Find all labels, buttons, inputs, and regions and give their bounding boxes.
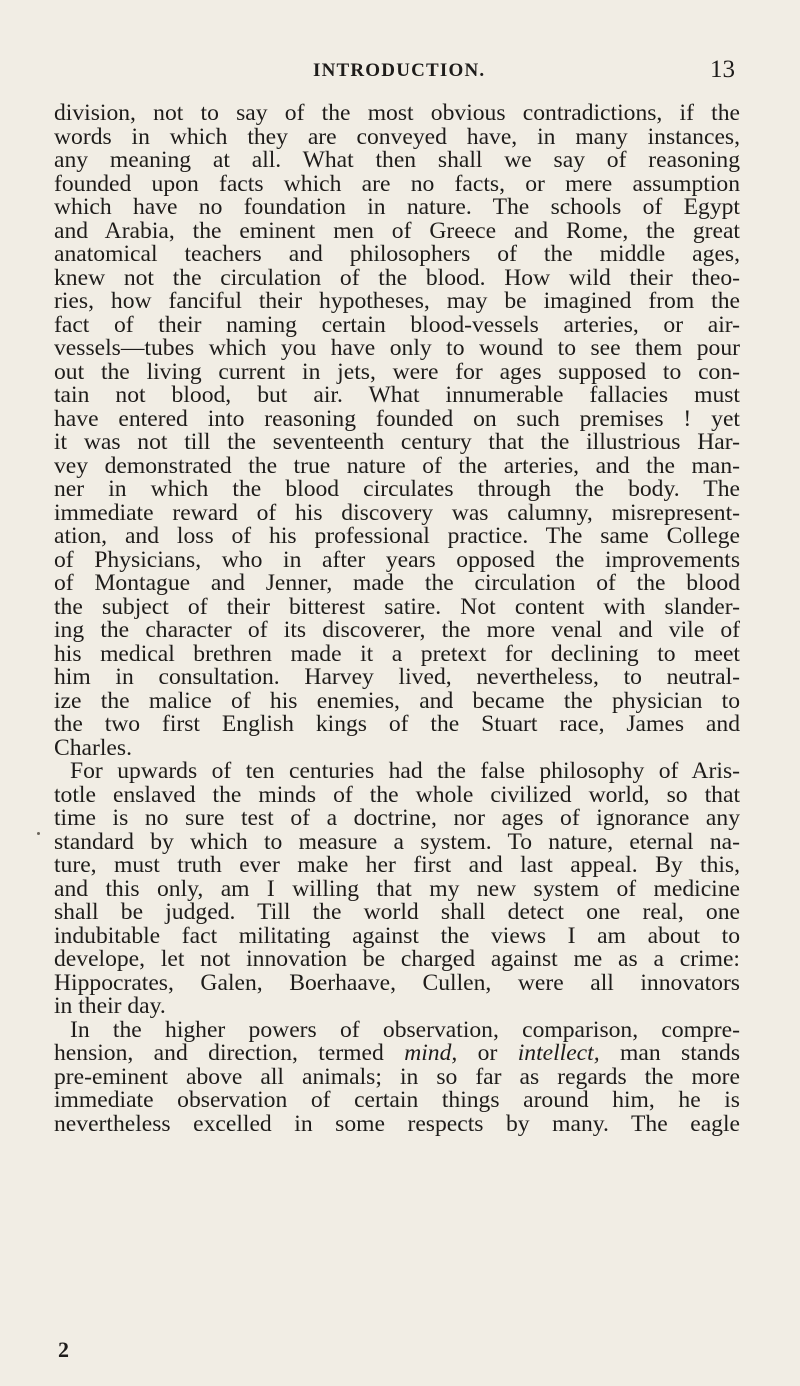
text-line: the subject of their bitterest satire. Not content with slander- [54, 593, 740, 620]
text-line: shall be judged. Till the world shall detect one real, one [54, 899, 740, 925]
text-line: develope, let not innovation be charged against me as a crime: [54, 946, 740, 972]
text-line: ture, must truth ever make her first and last appeal. By this, [54, 852, 740, 878]
text-line: knew not the circulation of the blood. How wild their theo- [54, 264, 740, 291]
body-text [54, 102, 740, 1136]
italic-term: intellect, [517, 1040, 600, 1066]
text-line: ation, and loss of his professional practice. The same College [54, 523, 740, 549]
text-line: vey demonstrated the true nature of the arteries, and the man- [54, 452, 740, 479]
page-number: 13 [710, 56, 735, 83]
text-line: pre-eminent above all animals; in so far as regards the more [54, 1063, 740, 1090]
text-line: division, not to say of the most obvious contradictions, if the [54, 100, 740, 126]
text-line: Charles. [54, 734, 132, 761]
text-line: totle enslaved the minds of the whole civilized world, so that [54, 781, 740, 808]
text-line: fact of their naming certain blood-vessels arteries, or air- [54, 311, 740, 338]
text-line: For upwards of ten centuries had the false philosophy of Aris- [70, 758, 740, 784]
text-segment: hension, and direction, termed [54, 1040, 405, 1066]
text-line: indubitable fact militating against the views I am about to [54, 922, 740, 949]
text-line: anatomical teachers and philosophers of the middle ages, [54, 241, 740, 267]
text-line: ize the malice of his enemies, and became the physician to [54, 687, 740, 714]
text-line: founded upon facts which are no facts, or mere assumption [54, 170, 740, 197]
text-line: which have no foundation in nature. The schools of Egypt [54, 194, 740, 220]
text-segment: man stands [599, 1040, 740, 1066]
text-line [54, 1042, 740, 1066]
text-line: time is no sure test of a doctrine, nor ages of ignorance any [54, 805, 740, 831]
signature-mark: 2 [58, 1337, 69, 1362]
text-line: the two first English kings of the Stuart race, James and [54, 711, 740, 737]
text-line: out the living current in jets, were for ages supposed to con- [54, 358, 740, 385]
text-line: him in consultation. Harvey lived, nevertheless, to neutral- [54, 664, 740, 690]
text-line: and this only, am I willing that my new system of medicine [54, 875, 740, 902]
text-line: ries, how fanciful their hypotheses, may be imagined from the [54, 288, 740, 314]
text-line: and Arabia, the eminent men of Greece and Rome, the great [54, 217, 740, 244]
running-head [0, 56, 800, 88]
text-line: nevertheless excelled in some respects by many. The eagle [54, 1110, 740, 1137]
text-line: it was not till the seventeenth century that the illustrious Har- [54, 429, 740, 455]
text-line: immediate reward of his discovery was calumny, misrepresent- [54, 499, 740, 526]
text-line: Hippocrates, Galen, Boerhaave, Cullen, were all innovators [54, 969, 740, 996]
text-line: any meaning at all. What then shall we say of reasoning [54, 147, 740, 173]
text-line: in their day. [54, 993, 166, 1019]
text-segment: or [457, 1040, 518, 1066]
text-line: In the higher powers of observation, comparison, compre- [70, 1016, 740, 1043]
text-line: of Physicians, who in after years opposed the improvements [54, 546, 740, 573]
margin-mark [37, 832, 40, 835]
text-line: ner in which the blood circulates through the body. The [54, 476, 740, 502]
text-line: standard by which to measure a system. To nature, eternal na- [54, 828, 740, 855]
text-line: immediate observation of certain things around him, he is [54, 1087, 740, 1113]
text-line: of Montague and Jenner, made the circulation of the blood [54, 570, 740, 596]
text-line: tain not blood, but air. What innumerable fallacies must [54, 382, 740, 408]
text-line: have entered into reasoning founded on such premises ! yet [54, 405, 740, 432]
text-line: his medical brethren made it a pretext for declining to meet [54, 640, 740, 667]
text-line: vessels—tubes which you have only to wound to see them pour [54, 335, 740, 361]
text-line: ing the character of its discoverer, the more venal and vile of [54, 617, 740, 643]
text-line: words in which they are conveyed have, in many instances, [54, 123, 740, 150]
italic-term: mind, [404, 1040, 458, 1066]
running-title: INTRODUCTION. [313, 60, 486, 81]
